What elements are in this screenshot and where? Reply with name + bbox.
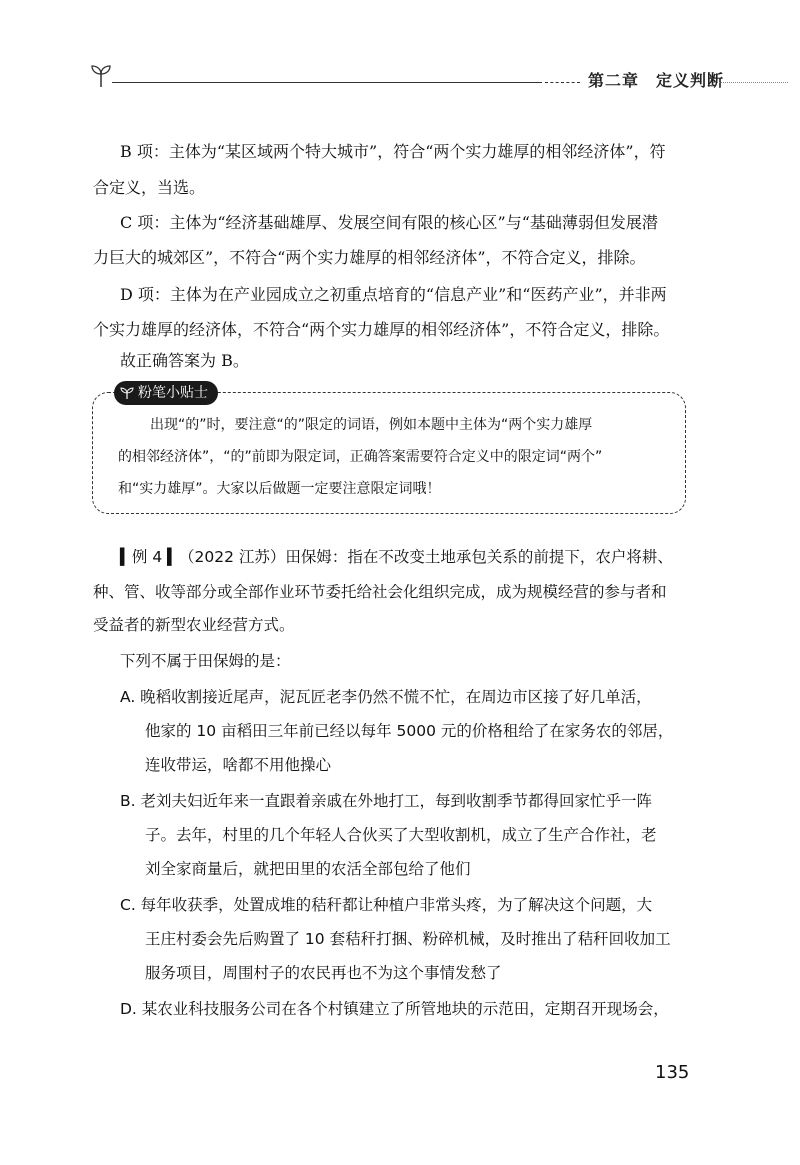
example-line2: 种、管、收等部分或全部作业环节委托给社会化组织完成，成为规模经营的参与者和: [93, 583, 667, 601]
tip-sprout-icon: [120, 386, 134, 400]
example-question: 下列不属于田保姆的是：: [120, 652, 291, 670]
option-c-line2: 王庄村委会先后购置了 10 套秸秆打捆、粉碎机械，及时推出了秸秆回收加工: [145, 930, 671, 948]
tip-line3: 和“实力雄厚”。大家以后做题一定要注意限定词哦！: [118, 481, 441, 497]
option-b-line1: B. 老刘夫妇近年来一直跟着亲戚在外地打工，每到收割季节都得回家忙乎一阵: [120, 792, 652, 810]
example-line1: ▍例 4 ▍（2022 江苏）田保姆：指在不改变土地承包关系的前提下，农户将耕、: [120, 548, 673, 566]
analysis-option-c-line1: C 项：主体为“经济基础雄厚、发展空间有限的核心区”与“基础薄弱但发展潜: [120, 213, 658, 232]
option-c-line3: 服务项目，周围村子的农民再也不为这个事情发愁了: [145, 964, 502, 982]
chapter-title: 第二章 定义判断: [588, 71, 725, 90]
analysis-option-b-line1: B 项：主体为“某区域两个特大城市”，符合“两个实力雄厚的相邻经济体”，符: [120, 142, 666, 161]
option-d-line1: D. 某农业科技服务公司在各个村镇建立了所管地块的示范田，定期召开现场会，: [120, 1000, 669, 1018]
header-dash-rule: [545, 82, 580, 83]
analysis-conclusion: 故正确答案为 B。: [120, 351, 249, 370]
analysis-option-d-line1: D 项：主体为在产业园成立之初重点培育的“信息产业”和“医药产业”，并非两: [120, 285, 667, 304]
analysis-option-d-line2: 个实力雄厚的经济体，不符合“两个实力雄厚的相邻经济体”，不符合定义，排除。: [93, 320, 670, 339]
tip-label: [114, 381, 218, 405]
analysis-option-b-line2: 合定义，当选。: [93, 178, 206, 197]
option-a-line1: A. 晚稻收割接近尾声，泥瓦匠老李仍然不慌不忙，在周边市区接了好几单活，: [120, 688, 652, 706]
tip-label-text: 粉笔小贴士: [138, 385, 208, 401]
page-number: 135: [655, 1062, 690, 1083]
sprout-icon: [90, 62, 112, 88]
example-line3: 受益者的新型农业经营方式。: [93, 616, 295, 634]
option-b-line3: 刘全家商量后，就把田里的农活全部包给了他们: [145, 860, 471, 878]
option-b-line2: 子。去年，村里的几个年轻人合伙买了大型收割机，成立了生产合作社，老: [145, 826, 657, 844]
header-dot-rule: [713, 82, 788, 83]
option-c-line1: C. 每年收获季，处置成堆的秸秆都让种植户非常头疼，为了解决这个问题，大: [120, 896, 653, 914]
option-a-line3: 连收带运，啥都不用他操心: [145, 756, 332, 774]
analysis-option-c-line2: 力巨大的城郊区”，不符合“两个实力雄厚的相邻经济体”，不符合定义，排除。: [93, 248, 646, 267]
tip-line2: 的相邻经济体”，“的”前即为限定词，正确答案需要符合定义中的限定词“两个”: [118, 449, 603, 465]
tip-line1: 出现“的”时，要注意“的”限定的词语，例如本题中主体为“两个实力雄厚: [150, 417, 593, 433]
header-rule: [112, 82, 542, 83]
option-a-line2: 他家的 10 亩稻田三年前已经以每年 5000 元的价格租给了在家务农的邻居，: [145, 722, 674, 740]
